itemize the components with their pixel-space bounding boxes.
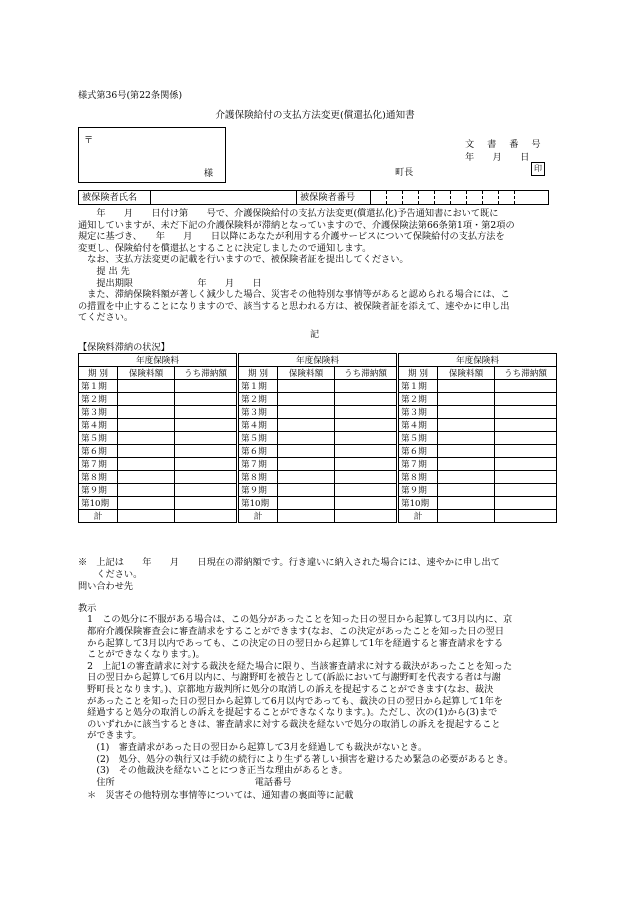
premium-amount-cell[interactable] [118, 445, 175, 458]
arrears-amount-cell[interactable] [495, 432, 557, 445]
address-label: 住所 [78, 776, 115, 788]
premium-amount-cell[interactable] [438, 471, 495, 484]
premium-amount-cell[interactable] [118, 471, 175, 484]
table-row [79, 419, 237, 432]
table-row [79, 406, 237, 419]
premium-total-cell[interactable] [438, 510, 495, 523]
arrears-amount-cell[interactable] [335, 484, 397, 497]
arrears-amount-cell[interactable] [335, 432, 397, 445]
period-label: 第９期 [239, 484, 278, 497]
arrears-amount-cell[interactable] [495, 458, 557, 471]
insured-number-digit[interactable] [482, 191, 498, 204]
body-line: なお、支払方法変更の記載を行いますので、被保険者証を提出してください。 [78, 254, 409, 266]
instruction-item: (3) その他裁決を経ないことにつき正当な理由があるとき。 [78, 765, 348, 777]
period-label: 第６期 [79, 445, 118, 458]
arrears-amount-cell[interactable] [495, 497, 557, 510]
body-line: の措置を中止することになりますので、該当すると思われる方は、被保険者証を添えて、速やかに申し出 [78, 300, 510, 312]
fiscal-year-header: 年度保険料 [239, 354, 397, 367]
instruction-line: があったことを知った日の翌日から起算して6月以内であっても、裁決の日の翌日から起算して1年を [78, 695, 503, 707]
total-label: 計 [79, 510, 118, 523]
arrears-amount-cell[interactable] [335, 406, 397, 419]
period-column-header: 期 別 [239, 367, 278, 380]
premium-amount-cell[interactable] [118, 380, 175, 393]
period-label: 第５期 [79, 432, 118, 445]
premium-amount-cell[interactable] [118, 484, 175, 497]
arrears-amount-cell[interactable] [175, 406, 237, 419]
premium-amount-cell[interactable] [278, 497, 335, 510]
arrears-amount-cell[interactable] [175, 380, 237, 393]
arrears-amount-cell[interactable] [495, 471, 557, 484]
table-row [399, 445, 557, 458]
table-row [399, 484, 557, 497]
period-label: 第６期 [239, 445, 278, 458]
period-label: 第10期 [399, 497, 438, 510]
premium-column-header: 保険料額 [118, 367, 175, 380]
postal-mark: 〒 [84, 135, 94, 146]
note-line: ください。 [78, 568, 143, 580]
instruction-line: 野町長となります。)、京都地方裁判所に処分の取消しの訴えを提起することができます(なお、裁決 [78, 683, 494, 695]
arrears-amount-cell[interactable] [175, 458, 237, 471]
arrears-amount-cell[interactable] [175, 484, 237, 497]
arrears-amount-cell[interactable] [335, 497, 397, 510]
arrears-amount-cell[interactable] [335, 393, 397, 406]
period-label: 第８期 [239, 471, 278, 484]
arrears-amount-cell[interactable] [175, 497, 237, 510]
premium-total-cell[interactable] [278, 510, 335, 523]
premium-amount-cell[interactable] [278, 380, 335, 393]
arrears-amount-cell[interactable] [495, 380, 557, 393]
period-label: 第６期 [399, 445, 438, 458]
premium-table [78, 353, 237, 523]
premium-amount-cell[interactable] [118, 458, 175, 471]
seal-mark: 印 [531, 162, 545, 176]
period-label: 第10期 [239, 497, 278, 510]
arrears-amount-cell[interactable] [175, 432, 237, 445]
premium-amount-cell[interactable] [278, 445, 335, 458]
arrears-amount-cell[interactable] [175, 419, 237, 432]
honorific-sama: 様 [203, 168, 213, 179]
premium-amount-cell[interactable] [438, 484, 495, 497]
period-label: 第３期 [79, 406, 118, 419]
arrears-section-heading: 【保険料滞納の状況】 [78, 342, 170, 353]
period-label: 第１期 [239, 380, 278, 393]
period-label: 第７期 [399, 458, 438, 471]
premium-amount-cell[interactable] [118, 393, 175, 406]
period-label: 第２期 [399, 393, 438, 406]
arrears-total-cell[interactable] [495, 510, 557, 523]
table-row [399, 497, 557, 510]
table-row [399, 380, 557, 393]
instruction-line: 1 この処分に不服がある場合は、この処分があったことを知った日の翌日から起算して3月以内に、京 [78, 614, 513, 626]
table-row [79, 497, 237, 510]
instruction-line: 2 上記1の審査請求に対する裁決を経た場合に限り、当該審査請求に対する裁決があったことを知った [78, 660, 513, 672]
body-line: また、滞納保険料額が著しく減少した場合、災害その他特別な事情等があると認められる場合には、こ [78, 289, 510, 301]
premium-amount-cell[interactable] [278, 471, 335, 484]
premium-amount-cell[interactable] [278, 484, 335, 497]
period-label: 第５期 [239, 432, 278, 445]
insured-number-digit[interactable] [386, 191, 402, 204]
premium-amount-cell[interactable] [118, 432, 175, 445]
note-line: ※ 上記は 年 月 日現在の滞納額です。行き違いに納入された場合には、速やかに申し出て [78, 557, 500, 568]
total-row [399, 510, 557, 523]
instruction-line: ことができなくなります。)。 [78, 649, 205, 661]
form-number: 様式第36号(第22条関係) [78, 90, 183, 101]
premium-amount-cell[interactable] [438, 380, 495, 393]
arrears-column-header: うち滞納額 [175, 367, 237, 380]
premium-amount-cell[interactable] [278, 458, 335, 471]
table-row [79, 445, 237, 458]
instruction-line: ができます。 [78, 730, 142, 742]
premium-total-cell[interactable] [118, 510, 175, 523]
insured-number-digit[interactable] [498, 191, 514, 204]
notice-body [78, 208, 550, 324]
premium-table [398, 353, 557, 523]
period-label: 第３期 [239, 406, 278, 419]
arrears-amount-cell[interactable] [335, 419, 397, 432]
insured-number-digit[interactable] [418, 191, 434, 204]
period-label: 第９期 [399, 484, 438, 497]
premium-amount-cell[interactable] [118, 419, 175, 432]
table-row [239, 393, 397, 406]
submission-deadline: 提出期限 年 月 日 [78, 277, 262, 289]
arrears-amount-cell[interactable] [495, 445, 557, 458]
issue-date-label: 年 月 日 [465, 152, 530, 163]
insured-number-digit[interactable] [514, 191, 530, 204]
premium-amount-cell[interactable] [438, 432, 495, 445]
total-label: 計 [399, 510, 438, 523]
contact-row [78, 777, 552, 789]
premium-amount-cell[interactable] [438, 393, 495, 406]
period-label: 第４期 [79, 419, 118, 432]
period-label: 第５期 [399, 432, 438, 445]
insured-number-label: 被保険者番号 [297, 191, 371, 204]
mayor-label: 町長 [395, 167, 414, 178]
premium-column-header: 保険料額 [438, 367, 495, 380]
table-row [239, 458, 397, 471]
arrears-amount-cell[interactable] [335, 458, 397, 471]
document-title: 介護保険給付の支払方法変更(償還払化)通知書 [215, 110, 415, 121]
address-box [78, 127, 226, 183]
arrears-amount-cell[interactable] [175, 393, 237, 406]
premium-amount-cell[interactable] [438, 458, 495, 471]
instruction-line: 日の翌日から起算して6月以内に、与謝野町を被告として(訴訟において与謝野町を代表する者は与謝 [78, 672, 501, 684]
table-row [239, 445, 397, 458]
instruction-title: 教示 [78, 602, 97, 614]
instruction-item: (1) 審査請求があった日の翌日から起算して3月を経過しても裁決がないとき。 [78, 741, 428, 753]
insured-name-label: 被保険者氏名 [79, 191, 151, 204]
arrears-amount-cell[interactable] [495, 406, 557, 419]
footer [78, 557, 552, 802]
arrears-total-cell[interactable] [335, 510, 397, 523]
inquiry-label: 問い合わせ先 [78, 581, 134, 593]
period-label: 第８期 [79, 471, 118, 484]
premium-amount-cell[interactable] [118, 497, 175, 510]
arrears-amount-cell[interactable] [175, 445, 237, 458]
premium-amount-cell[interactable] [118, 406, 175, 419]
arrears-amount-cell[interactable] [335, 471, 397, 484]
arrears-total-cell[interactable] [175, 510, 237, 523]
arrears-amount-cell[interactable] [335, 445, 397, 458]
body-line: 年 月 日付け第 号で、介護保険給付の支払方法変更(償還払化)予告通知書において既に [78, 208, 499, 219]
insured-person-row [78, 190, 549, 205]
insured-number-digit[interactable] [466, 191, 482, 204]
document-number-label: 文 書 番 号 [465, 139, 546, 150]
instruction-line: のいずれかに該当するときは、審査請求に対する裁決を経ないで処分の取消しの訴えを提起すること [78, 718, 501, 730]
insured-name-field[interactable] [151, 191, 297, 204]
total-label: 計 [239, 510, 278, 523]
body-line: てください。 [78, 312, 134, 324]
ki-heading: 記 [310, 329, 320, 340]
period-label: 第１期 [79, 380, 118, 393]
period-label: 第９期 [79, 484, 118, 497]
table-row [399, 458, 557, 471]
instruction-line: 都府介護保険審査会に審査請求をすることができます(なお、この決定があったことを知った日の翌日 [78, 625, 505, 637]
body-line: 規定に基づき、 年 月 日以降にあなたが利用する介護サービスについて保険給付の支払方法を [78, 231, 505, 243]
table-row [399, 471, 557, 484]
fiscal-year-header: 年度保険料 [79, 354, 237, 367]
period-label: 第４期 [239, 419, 278, 432]
table-row [79, 393, 237, 406]
table-row [79, 432, 237, 445]
premium-table [238, 353, 397, 523]
instruction-line: から起算して3月以内であっても、この決定の日の翌日から起算して1年を経過すると審査請求をする [78, 637, 504, 649]
body-line: 変更し、保険給付を償還払とすることに決定しましたので通知します。 [78, 242, 372, 254]
arrears-column-header: うち滞納額 [495, 367, 557, 380]
total-row [79, 510, 237, 523]
table-row [79, 380, 237, 393]
period-label: 第８期 [399, 471, 438, 484]
body-line: 通知していますが、未だ下記の介護保険料が滞納となっていますので、介護保険法第66条第1項・第2項の [78, 219, 515, 231]
table-row [399, 419, 557, 432]
total-row [239, 510, 397, 523]
table-row [239, 406, 397, 419]
table-row [239, 497, 397, 510]
table-row [239, 380, 397, 393]
period-label: 第７期 [239, 458, 278, 471]
arrears-column-header: うち滞納額 [335, 367, 397, 380]
table-row [79, 458, 237, 471]
period-column-header: 期 別 [399, 367, 438, 380]
arrears-amount-cell[interactable] [335, 380, 397, 393]
period-label: 第３期 [399, 406, 438, 419]
premium-amount-cell[interactable] [278, 406, 335, 419]
premium-amount-cell[interactable] [278, 419, 335, 432]
period-label: 第１期 [399, 380, 438, 393]
period-label: 第４期 [399, 419, 438, 432]
table-row [79, 484, 237, 497]
table-row [239, 484, 397, 497]
arrears-amount-cell[interactable] [495, 484, 557, 497]
period-column-header: 期 別 [79, 367, 118, 380]
phone-label: 電話番号 [254, 776, 292, 788]
table-row [239, 419, 397, 432]
premium-amount-cell[interactable] [438, 419, 495, 432]
insured-number-digit[interactable] [450, 191, 466, 204]
period-label: 第７期 [79, 458, 118, 471]
table-row [79, 471, 237, 484]
insured-number-digit[interactable] [434, 191, 450, 204]
premium-amount-cell[interactable] [278, 393, 335, 406]
insured-number-digit[interactable] [371, 191, 386, 204]
instruction-item: (2) 処分、処分の執行又は手続の続行により生ずる著しい損害を避けるため緊急の必要があるとき。 [78, 753, 514, 765]
table-row [239, 432, 397, 445]
table-row [399, 406, 557, 419]
fiscal-year-header: 年度保険料 [399, 354, 557, 367]
premium-amount-cell[interactable] [438, 497, 495, 510]
period-label: 第２期 [239, 393, 278, 406]
premium-amount-cell[interactable] [438, 445, 495, 458]
table-row [399, 393, 557, 406]
submission-destination: 提 出 先 [78, 265, 130, 277]
premium-amount-cell[interactable] [438, 406, 495, 419]
premium-amount-cell[interactable] [278, 432, 335, 445]
arrears-amount-cell[interactable] [495, 419, 557, 432]
premium-column-header: 保険料額 [278, 367, 335, 380]
table-row [399, 432, 557, 445]
period-label: 第２期 [79, 393, 118, 406]
arrears-amount-cell[interactable] [175, 471, 237, 484]
insured-number-digit[interactable] [402, 191, 418, 204]
arrears-amount-cell[interactable] [495, 393, 557, 406]
asterisk-note: ＊ 災害その他特別な事情等については、通知書の裏面等に記載 [78, 790, 354, 802]
instruction-line: 経過すると処分の取消しの訴えを提起することができなくなります。)。ただし、次の(1)から(3)まで [78, 707, 498, 719]
table-row [239, 471, 397, 484]
period-label: 第10期 [79, 497, 118, 510]
